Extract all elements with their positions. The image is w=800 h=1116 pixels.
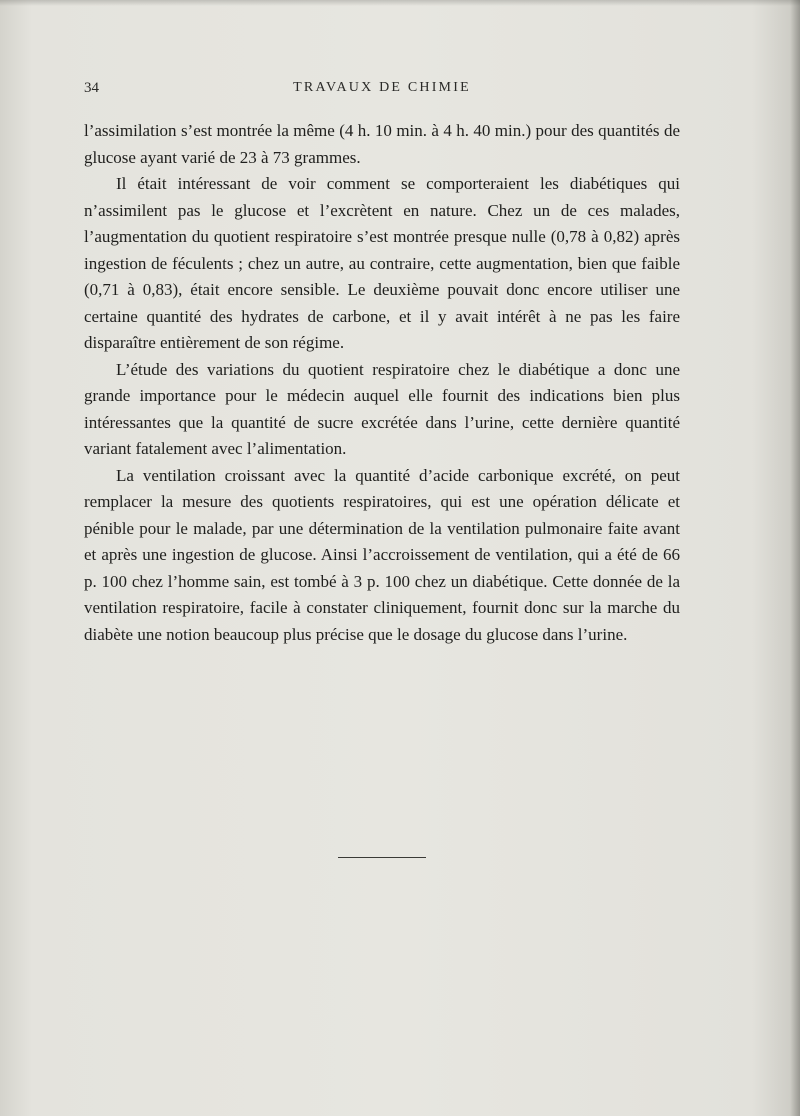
running-title: TRAVAUX DE CHIMIE: [293, 80, 471, 95]
body-text: [84, 118, 680, 648]
paragraph-4: La ventilation croissant avec la quantité d’acide carbonique excrété, on peut remplacer la mesure des quotients respiratoires, qui est une opération délicate et pénible pour le malade, par une détermination de la ventilation pulmonaire faite avant et après une ingestion de glucose. Ainsi l’accroissement de ventilation, qui a été de 66 p. 100 chez l’homme sain, est tombé à 3 p. 100 chez un diabétique. Cette donnée de la ventilation respiratoire, facile à constater cliniquement, fournit donc sur la marche du diabète une notion beaucoup plus précise que le dosage du glucose dans l’urine.: [84, 465, 680, 644]
page-edge-shadow: [790, 0, 800, 1116]
page-top-shadow: [0, 0, 800, 6]
page-number: 34: [84, 80, 99, 96]
running-head: [84, 80, 680, 102]
paragraph-3: L’étude des variations du quotient respiratoire chez le diabétique a donc une grande importance pour le médecin auquel elle fournit des indications bien plus intéressantes que la quantité de sucre excrétée dans l’urine, cette dernière quantité variant fatalement avec l’alimentation.: [84, 359, 680, 458]
closing-rule: [338, 857, 426, 858]
paragraph-1: l’assimilation s’est montrée la même (4 h. 10 min. à 4 h. 40 min.) pour des quantités de glucose ayant varié de 23 à 73 grammes.: [84, 121, 680, 167]
paragraph-2: Il était intéressant de voir comment se comporteraient les diabétiques qui n’assimilent pas le glucose et l’excrètent en nature. Chez un de ces malades, l’augmentation du quotient respiratoire s’est montrée presque nulle (0,78 à 0,82) après ingestion de féculents ; chez un autre, au contraire, cette augmentation, bien que faible (0,71 à 0,83), était encore sensible. Le deuxième pouvait donc encore utiliser une certaine quantité des hydrates de carbone, et il y avait intérêt à ne pas les faire disparaître entièrement de son régime.: [84, 174, 680, 352]
